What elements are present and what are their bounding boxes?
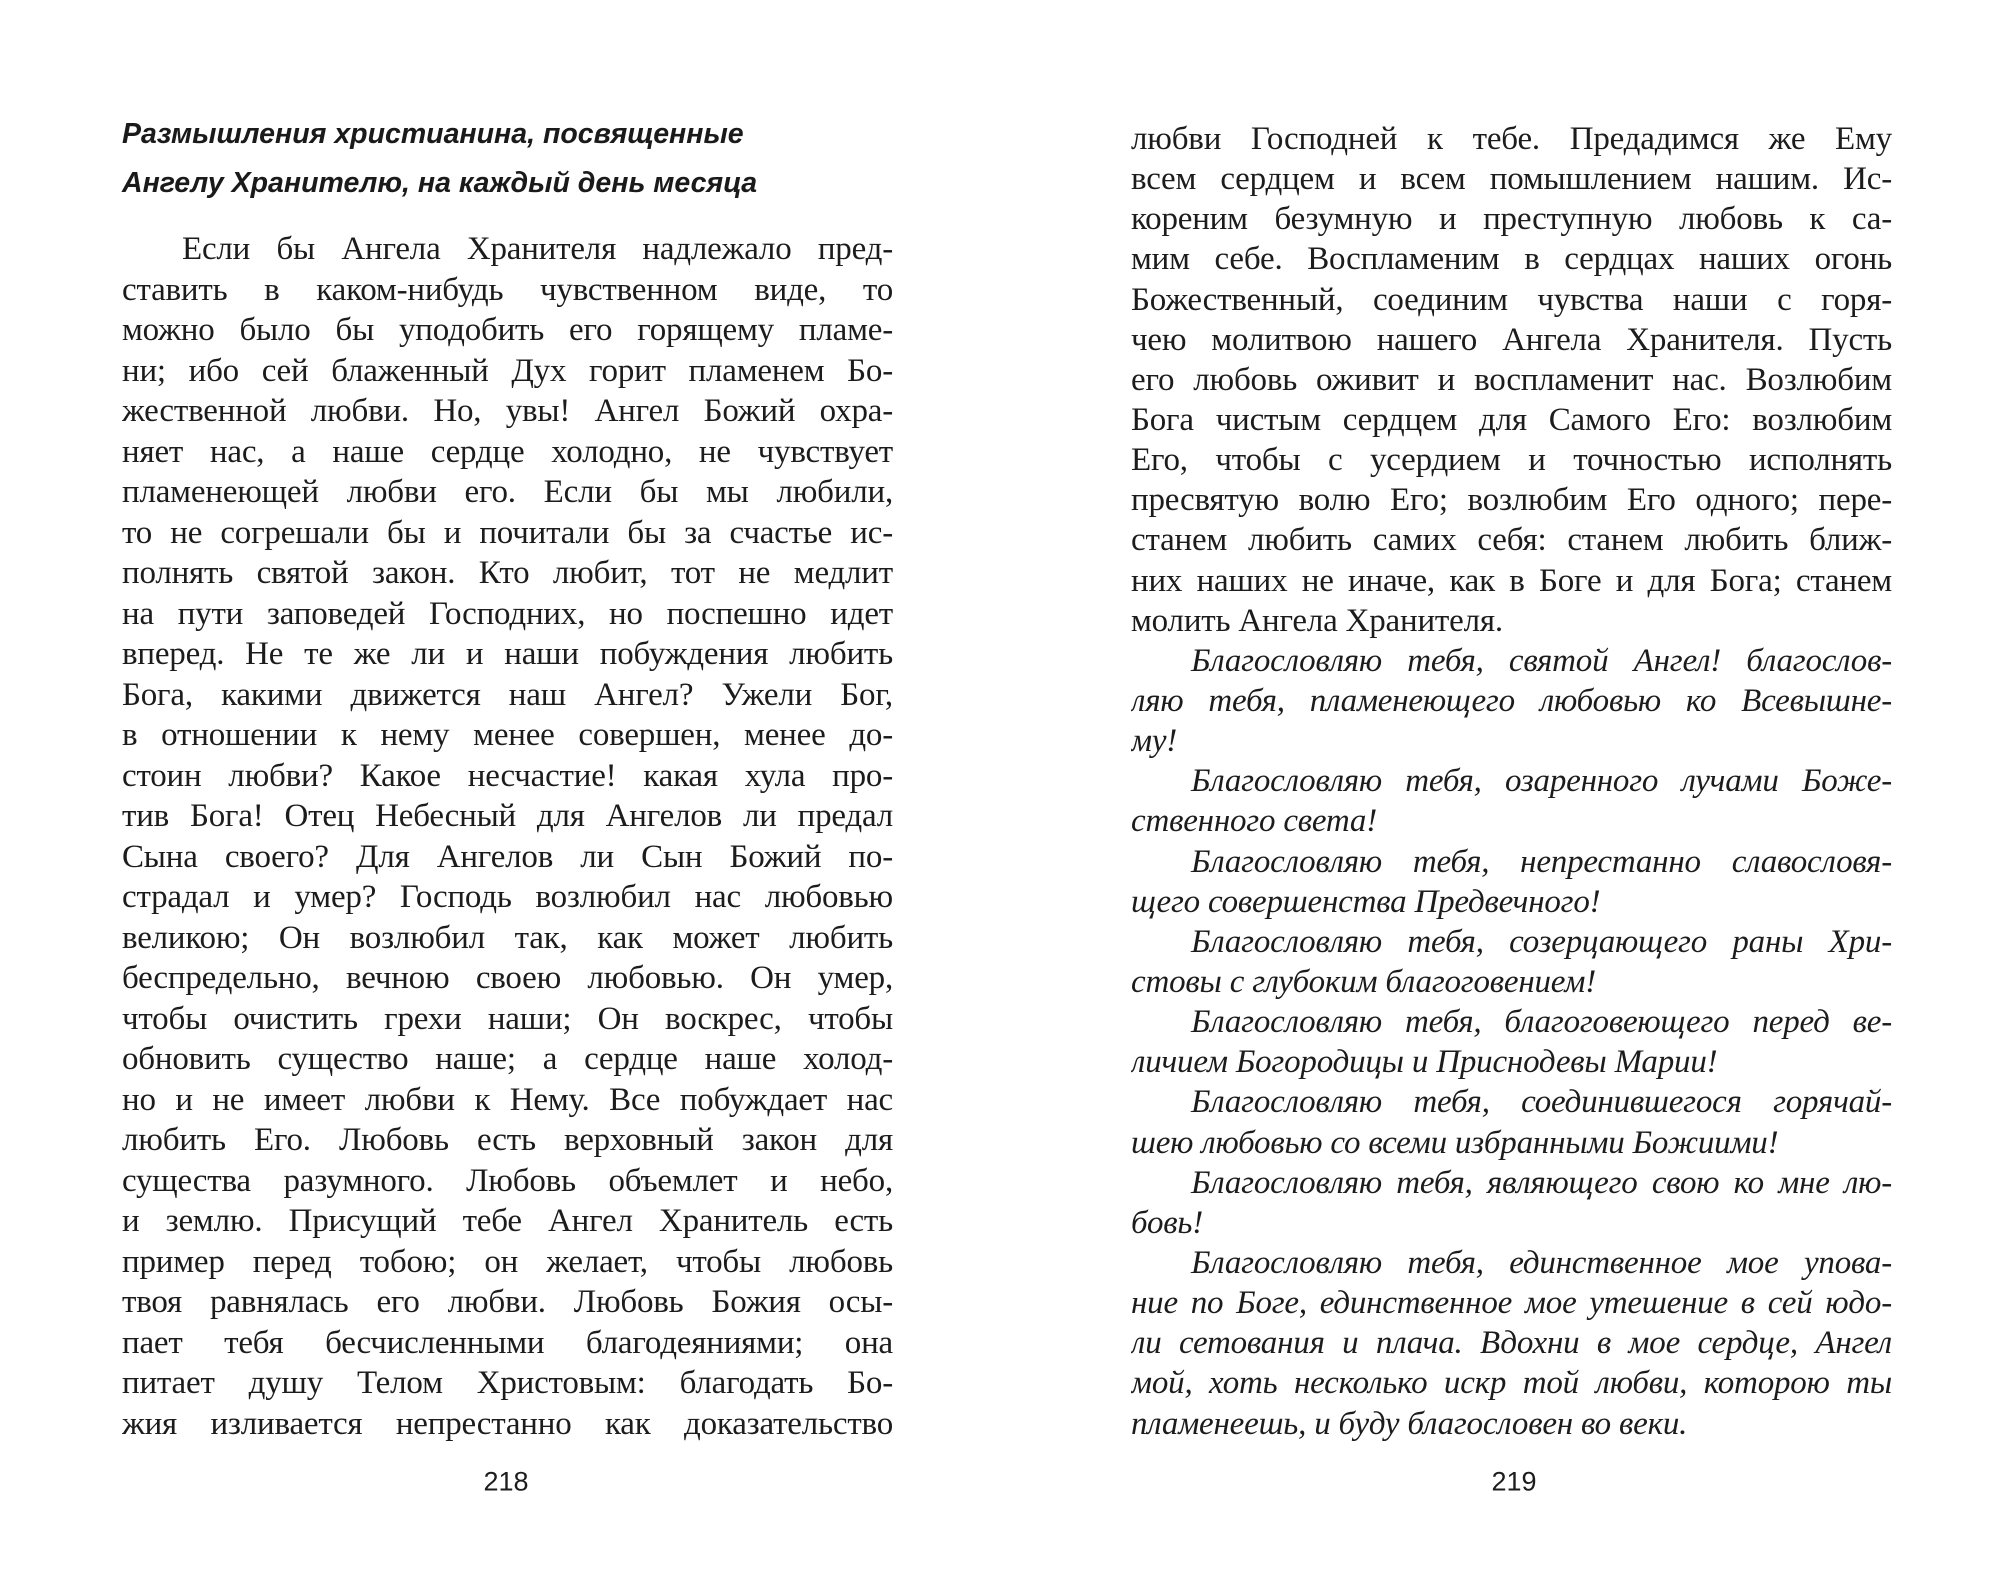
italic-text-line: Благословляю тебя, озаренного лучами Боже- <box>1191 763 1892 800</box>
text-line: Божественный, соединим чувства наши с горя- <box>1131 281 1892 318</box>
italic-text-line: ние по Боге, единственное мое утешение в сей юдо- <box>1131 1285 1892 1322</box>
text-line: жественной любви. Но, увы! Ангел Божий охра- <box>122 393 893 429</box>
text-line: можно было бы уподобить его горящему пламе- <box>122 312 893 348</box>
italic-text-line: ляю тебя, пламенеющего любовью ко Всевышне- <box>1131 682 1892 719</box>
text-line: Его, чтобы с усердием и точностью исполнять <box>1131 442 1892 479</box>
text-line: чею молитвою нашего Ангела Хранителя. Пусть <box>1131 321 1892 358</box>
italic-text-line: личием Богородицы и Приснодевы Марии! <box>1131 1044 1718 1081</box>
italic-text-line: Благословляю тебя, благоговеющего перед ве- <box>1191 1004 1892 1041</box>
text-line: в отношении к нему менее совершен, менее до- <box>122 717 893 753</box>
text-line: Бога чистым сердцем для Самого Его: возлюбим <box>1131 401 1892 438</box>
italic-text-line: шею любовью со всеми избранными Божиими! <box>1131 1124 1779 1161</box>
text-line: и землю. Присущий тебе Ангел Хранитель есть <box>122 1203 893 1239</box>
page-number-right: 219 <box>1491 1466 1537 1497</box>
italic-text-line: бовь! <box>1131 1204 1203 1241</box>
page-number-left: 218 <box>483 1466 529 1497</box>
italic-text-line: Благословляю тебя, соединившегося горячай- <box>1191 1084 1892 1121</box>
text-line: обновить существо наше; а сердце наше холод- <box>122 1041 893 1077</box>
text-line: молить Ангела Хранителя. <box>1131 602 1503 639</box>
italic-text-line: ственного света! <box>1131 803 1378 840</box>
text-line: них наших не иначе, как в Боге и для Бога; станем <box>1131 562 1892 599</box>
text-line: любви Господней к тебе. Предадимся же Ему <box>1131 121 1892 157</box>
text-line: всем сердцем и всем помышлением нашим. Ис- <box>1131 161 1892 198</box>
text-line: вперед. Не те же ли и наши побуждения любить <box>122 636 893 672</box>
text-line: мим себе. Воспламеним в сердцах наших огонь <box>1131 241 1892 278</box>
text-line: кореним безумную и преступную любовь к са- <box>1131 201 1892 238</box>
text-line: его любовь оживит и воспламенит нас. Возлюбим <box>1131 361 1892 398</box>
text-line: полнять святой закон. Кто любит, тот не медлит <box>122 555 893 591</box>
text-line: няет нас, а наше сердце холодно, не чувствует <box>122 433 893 470</box>
text-line: стоин любви? Какое несчастие! какая хула про- <box>122 757 893 794</box>
text-line: станем любить самих себя: станем любить ближ- <box>1131 522 1892 559</box>
text-line: существа разумного. Любовь объемлет и небо, <box>122 1162 893 1199</box>
left-page-body <box>122 229 893 1444</box>
text-line: Если бы Ангела Хранителя надлежало пред- <box>182 231 893 267</box>
chapter-title <box>122 110 842 208</box>
text-line: страдал и умер? Господь возлюбил нас любовью <box>122 879 893 915</box>
text-line: ни; ибо сей блаженный Дух горит пламенем Бо- <box>122 352 893 389</box>
text-line: пает тебя бесчисленными благодеяниями; она <box>122 1324 893 1361</box>
text-line: Сына своего? Для Ангелов ли Сын Божий по- <box>122 838 893 875</box>
text-line: ставить в каком-нибудь чувственном виде, то <box>122 271 893 308</box>
italic-text-line: пламенеешь, и буду благословен во веки. <box>1131 1405 1688 1442</box>
italic-text-line: му! <box>1131 723 1178 760</box>
italic-text-line: щего совершенства Предвечного! <box>1131 883 1601 920</box>
italic-text-line: Благословляю тебя, созерцающего раны Хри- <box>1191 923 1892 960</box>
italic-text-line: Благословляю тебя, непрестанно славословя- <box>1191 843 1892 880</box>
text-line: жия изливается непрестанно как доказательство <box>122 1405 893 1442</box>
text-line: пламенеющей любви его. Если бы мы любили, <box>122 474 893 510</box>
text-line: на пути заповедей Господних, но поспешно идет <box>122 595 893 632</box>
text-line: тив Бога! Отец Небесный для Ангелов ли предал <box>122 798 893 834</box>
text-line: беспредельно, вечною своею любовью. Он умер, <box>122 960 893 996</box>
italic-text-line: Благословляю тебя, святой Ангел! благослов- <box>1191 642 1892 679</box>
text-line: но и не имеет любви к Нему. Все побуждает нас <box>122 1081 893 1118</box>
right-page-body <box>1131 119 1892 1444</box>
text-line: твоя равнялась его любви. Любовь Божия осы- <box>122 1284 893 1320</box>
text-line: чтобы очистить грехи наши; Он воскрес, чтобы <box>122 1000 893 1037</box>
italic-text-line: Благословляю тебя, являющего свою ко мне лю- <box>1191 1164 1892 1201</box>
text-line: питает душу Телом Христовым: благодать Бо- <box>122 1365 893 1401</box>
text-line: пример перед тобою; он желает, чтобы любовь <box>122 1243 893 1280</box>
chapter-title-line: Размышления христианина, посвященные <box>122 118 744 150</box>
italic-text-line: ли сетования и плача. Вдохни в мое сердце, Ангел <box>1131 1325 1892 1362</box>
italic-text-line: Благословляю тебя, единственное мое упова- <box>1191 1244 1892 1281</box>
text-line: любить Его. Любовь есть верховный закон для <box>122 1122 893 1158</box>
text-line: то не согрешали бы и почитали бы за счастье ис- <box>122 514 893 551</box>
text-line: великою; Он возлюбил так, как может любить <box>122 919 893 956</box>
italic-text-line: мой, хоть несколько искр той любви, которою ты <box>1131 1365 1892 1402</box>
chapter-title-line: Ангелу Хранителю, на каждый день месяца <box>122 167 758 199</box>
italic-text-line: стовы с глубоким благоговением! <box>1131 963 1597 1000</box>
text-line: Бога, какими движется наш Ангел? Ужели Бог, <box>122 676 893 713</box>
text-line: пресвятую волю Его; возлюбим Его одного; пере- <box>1131 482 1892 519</box>
